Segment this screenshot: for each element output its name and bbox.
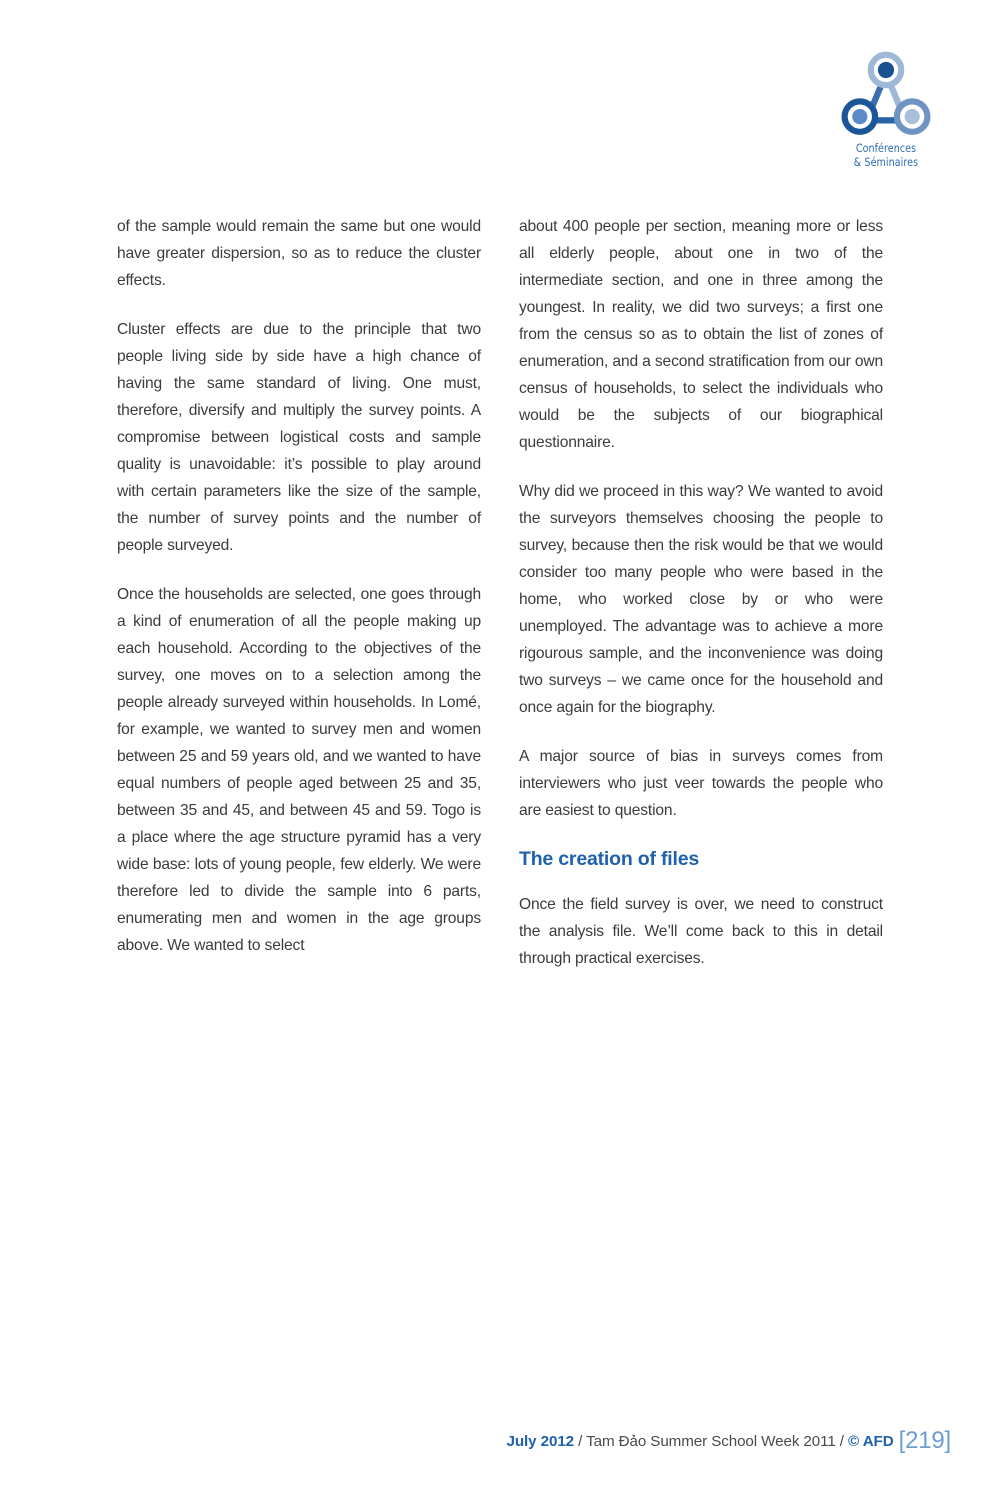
paragraph: Cluster effects are due to the principle that two people living side by side have a high chance of having the same standard of living. One must, therefore, diversify and multiply the survey points. A compromise between logistical costs and sample quality is unavoidable: it’s possible to play around with certain parameters like the size of the sample, the number of survey points and the number of people surveyed.	[117, 321, 481, 554]
page-number: [219]	[898, 1427, 951, 1454]
logo-caption	[826, 142, 946, 169]
logo-mark-icon	[838, 50, 934, 138]
paragraph: about 400 people per section, meaning more or less all elderly people, about one in two of the intermediate section, and one in three among the youngest. In reality, we did two surveys; a first one from the census so as to obtain the list of zones of enumeration, and a second stratification from our own census of households, to select the individuals who would be the subjects of our biographical questionnaire.	[519, 218, 883, 451]
logo-caption-line2: & Séminaires	[853, 154, 919, 169]
footer-inner	[507, 1429, 951, 1452]
paragraph: of the sample would remain the same but one would have greater dispersion, so as to reduce the cluster effects.	[117, 218, 481, 289]
paragraph: A major source of bias in surveys comes from interviewers who just veer towards the people who are easiest to question.	[519, 748, 883, 819]
body-columns	[117, 213, 883, 972]
column-right	[519, 213, 883, 972]
footer-date: July 2012	[506, 1433, 575, 1450]
paragraph: Once the households are selected, one goes through a kind of enumeration of all the people making up each household. According to the objectives of the survey, one moves on to a selection among the people already surveyed within households. In Lomé, for example, we wanted to survey men and women between 25 and 59 years old, and we wanted to have equal numbers of people aged between 25 and 35, between 35 and 45, and between 45 and 59. Togo is a place where the age structure pyramid has a very wide base: lots of young people, few elderly. We were therefore led to divide the sample into 6 parts, enumerating men and women in the age groups above. We wanted to select	[117, 586, 481, 954]
paragraph: Why did we proceed in this way? We wanted to avoid the surveyors themselves choosing the people to survey, because then the risk would be that we would consider too many people who were based in the home, who worked close by or who were unemployed. The advantage was to achieve a more rigourous sample, and the inconvenience was doing two surveys – we came once for the household and once again for the biography.	[519, 483, 883, 716]
column-left	[117, 213, 481, 972]
footer-title: Tam Đảo Summer School Week 2011	[586, 1433, 836, 1450]
footer-separator-2: /	[835, 1433, 849, 1450]
logo-caption-line1: Conférences	[855, 141, 917, 155]
paragraph: Once the field survey is over, we need to construct the analysis file. We’ll come back to this in detail through practical exercises.	[519, 896, 883, 967]
conferences-seminaires-logo	[821, 50, 951, 169]
page-footer	[0, 1429, 951, 1452]
footer-separator-1: /	[574, 1433, 587, 1450]
footer-copyright: © AFD	[848, 1433, 894, 1450]
section-heading: The creation of files	[519, 848, 700, 870]
